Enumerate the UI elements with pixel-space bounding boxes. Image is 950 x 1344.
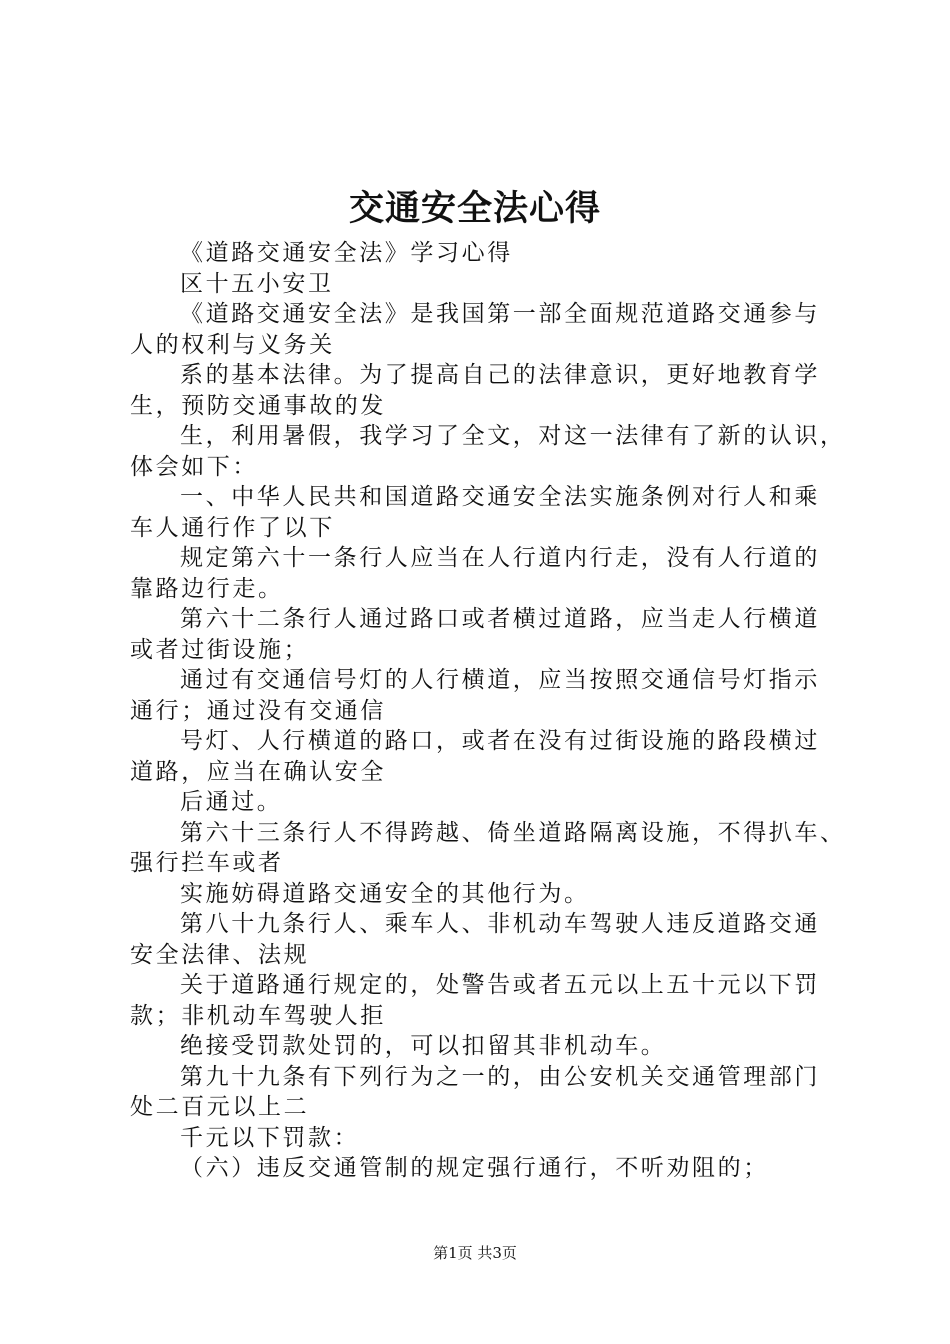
text-line-content: 后通过。 — [180, 789, 283, 815]
text-line — [130, 970, 842, 1001]
text-line — [130, 452, 842, 483]
text-line-content: 处二百元以上二 — [130, 1094, 310, 1120]
text-line — [130, 574, 842, 605]
text-line — [130, 238, 842, 269]
text-line — [130, 635, 842, 666]
text-line — [130, 330, 842, 361]
text-line — [130, 879, 842, 910]
text-line — [130, 848, 842, 879]
text-line — [130, 1123, 842, 1154]
text-line — [130, 909, 842, 940]
text-line — [130, 543, 842, 574]
text-line — [130, 1001, 842, 1032]
text-line-content: 生，利用暑假，我学习了全文，对这一法律有了新的认识， — [180, 423, 846, 449]
text-line — [130, 1153, 842, 1184]
text-line — [130, 513, 842, 544]
text-line-content: 生，预防交通事故的发 — [130, 392, 386, 419]
text-line — [130, 665, 842, 696]
text-line — [130, 269, 842, 300]
text-line-content: 或者过街设施； — [130, 636, 310, 663]
text-line-content: 通行；通过没有交通信 — [130, 697, 386, 724]
text-line-content: 系的基本法律。为了提高自己的法律意识，更好地教育学 — [180, 362, 820, 388]
text-line — [130, 360, 842, 391]
text-line-content: 实施妨碍道路交通安全的其他行为。 — [180, 880, 590, 907]
text-line-content: 第八十九条行人、乘车人、非机动车驾驶人违反道路交通 — [180, 911, 820, 937]
text-line — [130, 482, 842, 513]
text-line-content: 第六十三条行人不得跨越、倚坐道路隔离设施，不得扒车、 — [180, 819, 846, 846]
text-line-content: 第九十九条有下列行为之一的，由公安机关交通管理部门 — [180, 1063, 820, 1090]
text-line-content: 关于道路通行规定的，处警告或者五元以上五十元以下罚 — [180, 972, 820, 998]
text-line — [130, 604, 842, 635]
text-line-content: 款；非机动车驾驶人拒 — [130, 1002, 386, 1029]
text-line-content: 人的权利与义务关 — [130, 331, 335, 358]
text-line-content: 号灯、人行横道的路口，或者在没有过街设施的路段横过 — [180, 728, 820, 754]
text-line-content: 体会如下： — [130, 453, 258, 480]
document-body — [130, 238, 846, 1184]
text-line-content: 道路，应当在确认安全 — [130, 758, 386, 785]
text-line-content: （六）违反交通管制的规定强行通行，不听劝阻的； — [180, 1155, 769, 1181]
text-line — [130, 391, 842, 422]
text-line-content: 一、中华人民共和国道路交通安全法实施条例对行人和乘 — [180, 484, 820, 510]
text-line — [130, 787, 842, 818]
text-line-content: 规定第六十一条行人应当在人行道内行走，没有人行道的 — [180, 545, 820, 571]
text-line-content: 第六十二条行人通过路口或者横过道路，应当走人行横道 — [180, 606, 820, 632]
text-line-content: 绝接受罚款处罚的，可以扣留其非机动车。 — [180, 1033, 667, 1059]
text-line-content: 安全法律、法规 — [130, 941, 310, 968]
text-line — [130, 1031, 842, 1062]
text-line — [130, 818, 846, 849]
text-line-content: 《道路交通安全法》是我国第一部全面规范道路交通参与 — [180, 301, 820, 327]
document-title: 交通安全法心得 — [348, 188, 601, 229]
text-line-content: 千元以下罚款： — [180, 1124, 360, 1151]
page-footer: 第1页 共3页 — [433, 1244, 517, 1262]
text-line — [130, 1062, 842, 1093]
text-line — [130, 726, 842, 757]
text-line-content: 通过有交通信号灯的人行横道，应当按照交通信号灯指示 — [180, 667, 820, 693]
text-line — [130, 940, 842, 971]
text-line — [130, 1092, 842, 1123]
text-line — [130, 696, 842, 727]
text-line-content: 靠路边行走。 — [130, 575, 284, 602]
text-line-content: 强行拦车或者 — [130, 850, 284, 876]
text-line-content: 车人通行作了以下 — [130, 514, 335, 541]
text-line-content: 区十五小安卫 — [180, 270, 334, 297]
text-line — [130, 299, 842, 330]
text-line — [130, 757, 842, 788]
text-line-content: 《道路交通安全法》学习心得 — [180, 240, 513, 266]
text-line — [130, 421, 846, 452]
